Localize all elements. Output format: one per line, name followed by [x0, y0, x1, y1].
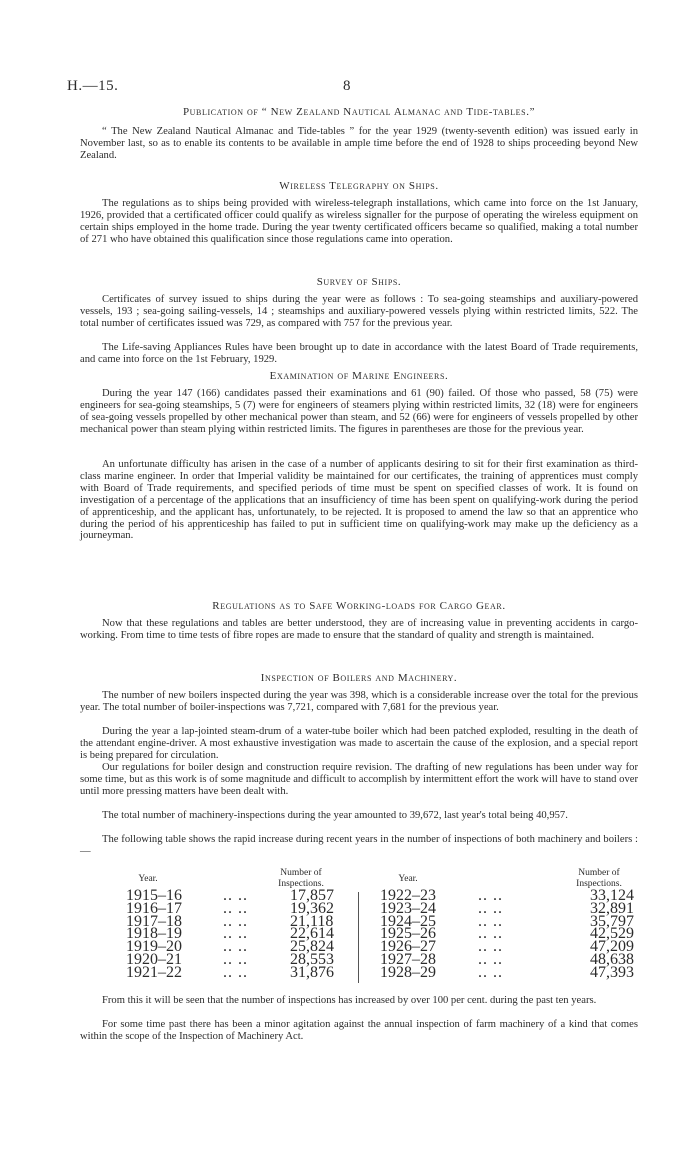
paragraph-farm-machinery: For some time past there has been a minor agitation against the annual inspection of farm machinery of a kind that comes within the scope of the Inspection of Machinery Act. [80, 1019, 638, 1042]
table-cell-year: 1926–27 [380, 938, 436, 956]
table-cell-year: 1917–18 [126, 912, 182, 930]
table-header-number-left: Number of Inspections. [278, 868, 324, 889]
paragraph-regulations: Our regulations for boiler design and construction require revision. The drafting of new regulations has been under way for some time, but as this work is of some magnitude and difficult to accomplish by intermittent effort the work will have to stand over until more pressing matters have been dealt with. [80, 762, 638, 797]
table-cell-leader: .. .. [223, 951, 248, 968]
table-cell-leader: .. .. [223, 912, 248, 930]
table-cell-value: 31,876 [290, 963, 334, 981]
table-header-year-right: Year. [398, 874, 418, 884]
table-cell-leader: .. .. [478, 963, 503, 981]
paragraph-new-boilers: The number of new boilers inspected during the year was 398, which is a considerable increase over the total for the previous year. The total number of boiler-inspections was 7,721, compared with 7,681 for the previous year. [80, 690, 638, 713]
table-cell-leader: .. .. [223, 925, 248, 943]
paragraph-apprentice-difficulty: An unfortunate difficulty has arisen in the case of a number of applicants desiring to sit for their first examination as third-class marine engineer. In order that Imperial validity be maintained for our certificates, the training of apprentices must comply with Board of Trade requirements, and specified periods of time must be spent on specified classes of work. It is found on investigation of a percentage of the applications that an insufficiency of time has been spent on qualifying-work during the period of apprenticeship, and the applicant has, unfortunately, to be rejected. It is proposed to amend the law so that an apprentice who during the period of his apprenticeship has failed to put in sufficient time on qualifying-work may make up the deficiency as a journeyman. [80, 459, 638, 542]
paragraph-increase-summary: From this it will be seen that the number of inspections has increased by over 100 per cent. during the past ten years. [102, 995, 597, 1006]
paragraph-exam-results: During the year 147 (166) candidates passed their examinations and 61 (90) failed. Of those who passed, 58 (75) were engineers for sea-going steamships, 5 (7) were for engineers of steamers plying within restricted limits, 32 (18) were for engineers of sea-going vessels propelled by other mechanical power than steam, and 52 (66) were for engineers of vessels propelled by other mechanical power than steam plying within restricted limits. The figures in parentheses are those for the previous year. [80, 388, 638, 435]
page-number: 8 [343, 78, 351, 94]
paragraph-life-saving: The Life-saving Appliances Rules have been brought up to date in accordance with the latest Board of Trade requirements, and came into force on the 1st February, 1929. [80, 342, 638, 365]
paragraph-survey-certificates: Certificates of survey issued to ships during the year were as follows : To sea-going steamships and auxiliary-powered vessels, 193 ; sea-going sailing-vessels, 14 ; steamships and auxiliary-powered vessels plying within restricted limits, 522. The total number of certificates issued was 729, as compared with 757 for the previous year. [80, 294, 638, 329]
heading-nautical-almanac: Publication of “ New Zealand Nautical Almanac and Tide-tables.” [182, 106, 536, 118]
table-cell-year: 1925–26 [380, 925, 436, 943]
table-cell-year: 1918–19 [126, 925, 182, 943]
paragraph-table-intro: The following table shows the rapid increase during recent years in the number of inspections of both machinery and boilers :— [80, 834, 638, 857]
paragraph-cargo-gear: Now that these regulations and tables are better understood, they are of increasing value in preventing accidents in cargo-working. From time to time tests of fibre ropes are made to ensure that the standard of quality and strength is maintained. [80, 618, 638, 641]
table-cell-value: 47,393 [590, 963, 634, 981]
table-cell-year: 1927–28 [380, 951, 436, 968]
document-code: H.—15. [67, 78, 119, 94]
table-cell-leader: .. .. [478, 899, 503, 917]
heading-survey-of-ships: Survey of Ships. [316, 276, 402, 288]
heading-boilers-machinery: Inspection of Boilers and Machinery. [260, 672, 458, 684]
table-row [0, 963, 700, 981]
heading-wireless-telegraphy: Wireless Telegraphy on Ships. [279, 180, 439, 192]
table-cell-value: 19,362 [290, 899, 334, 917]
table-cell-leader: .. .. [478, 938, 503, 956]
paragraph-wireless: The regulations as to ships being provided with wireless-telegraph installations, which came into force on the 1st January, 1926, provided that a certificated officer could qualify as wireless signaller for the purpose of operating the wireless equipment on certain ships employed in the home trade. During the year twenty certificated officers became so qualified, making a total number of 271 who have obtained this qualification since those regulations came into operation. [80, 198, 638, 245]
paragraph-almanac: “ The New Zealand Nautical Almanac and Tide-tables ” for the year 1929 (twenty-seventh edition) was issued early in November last, so as to enable its contents to be available in ample time before the end of 1928 to ships proceeding beyond New Zealand. [80, 126, 638, 161]
table-cell-year: 1922–23 [380, 887, 436, 904]
table-cell-year: 1921–22 [126, 963, 182, 981]
table-cell-value: 48,638 [590, 951, 634, 968]
paragraph-machinery-total: The total number of machinery-inspections during the year amounted to 39,672, last year's total being 40,957. [102, 810, 568, 821]
table-cell-value: 25,824 [290, 938, 334, 956]
table-cell-value: 47,209 [590, 938, 634, 956]
table-cell-year: 1915–16 [126, 887, 182, 904]
table-cell-year: 1923–24 [380, 899, 436, 917]
table-cell-leader: .. .. [223, 963, 248, 981]
table-cell-value: 21,118 [290, 912, 334, 930]
table-cell-value: 22,614 [290, 925, 334, 943]
paragraph-steam-drum: During the year a lap-jointed steam-drum of a water-tube boiler which had been patched exploded, resulting in the death of the attendant engine-driver. A most exhaustive investigation was made to ascertain the cause of the explosion, and a special report is being prepared for circulation. [80, 726, 638, 761]
table-cell-year: 1916–17 [126, 899, 182, 917]
table-cell-leader: .. .. [223, 887, 248, 904]
table-cell-leader: .. .. [478, 925, 503, 943]
table-header-number-right: Number of Inspections. [576, 868, 622, 889]
heading-marine-engineers: Examination of Marine Engineers. [269, 370, 449, 382]
table-cell-leader: .. .. [478, 951, 503, 968]
table-cell-leader: .. .. [478, 912, 503, 930]
table-cell-year: 1928–29 [380, 963, 436, 981]
table-cell-year: 1920–21 [126, 951, 182, 968]
table-cell-leader: .. .. [223, 899, 248, 917]
table-cell-year: 1924–25 [380, 912, 436, 930]
table-cell-leader: .. .. [223, 938, 248, 956]
table-cell-leader: .. .. [478, 887, 503, 904]
table-cell-value: 17,857 [290, 887, 334, 904]
table-cell-value: 35,797 [590, 912, 634, 930]
table-cell-value: 42,529 [590, 925, 634, 943]
table-header-year-left: Year. [138, 874, 158, 884]
table-cell-value: 28,553 [290, 951, 334, 968]
table-cell-value: 32,891 [590, 899, 634, 917]
heading-cargo-gear: Regulations as to Safe Working-loads for Cargo Gear. [212, 600, 506, 612]
table-cell-year: 1919–20 [126, 938, 182, 956]
table-cell-value: 33,124 [590, 887, 634, 904]
